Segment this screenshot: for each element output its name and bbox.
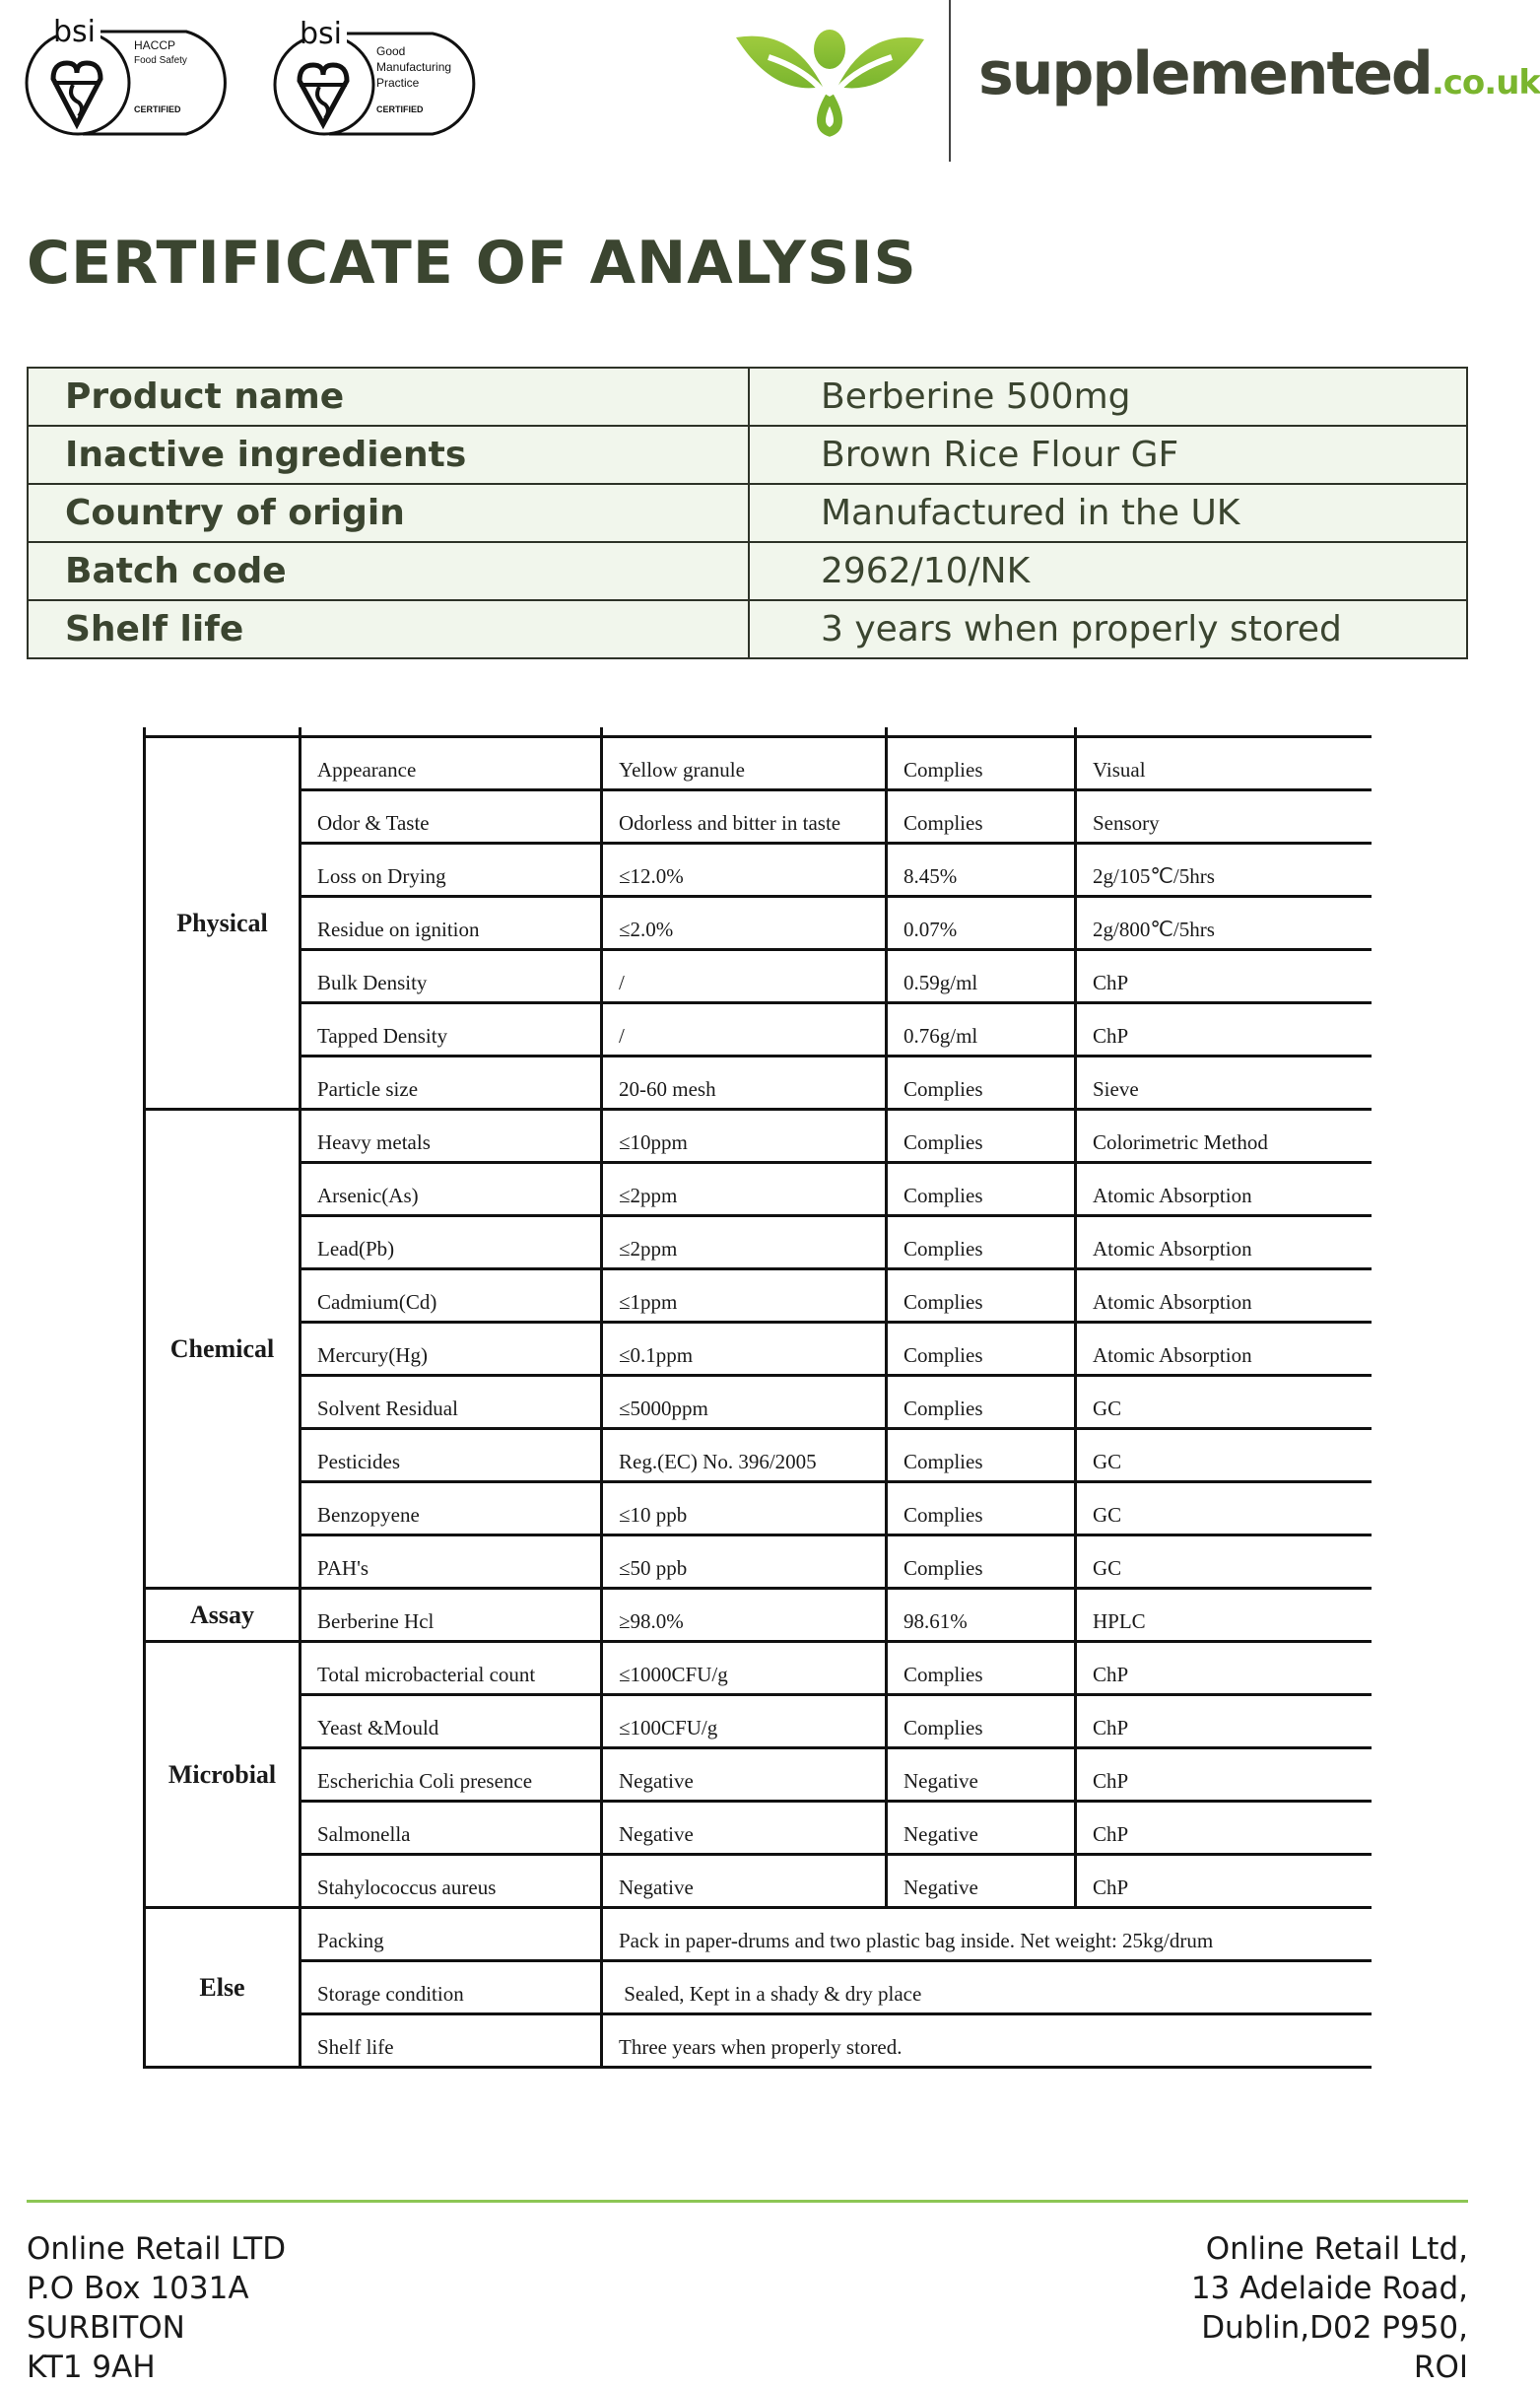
test-method: ChP — [1076, 1802, 1373, 1855]
test-method: Atomic Absorption — [1076, 1216, 1373, 1269]
test-method: ChP — [1076, 1003, 1373, 1057]
spacer-cell — [602, 727, 887, 737]
test-method: HPLC — [1076, 1589, 1373, 1642]
logo-divider — [949, 0, 951, 162]
test-result: Complies — [887, 1216, 1076, 1269]
test-result: Complies — [887, 1429, 1076, 1482]
test-item: Solvent Residual — [301, 1376, 602, 1429]
brand-name: supplemented — [978, 39, 1432, 108]
test-method: ChP — [1076, 1855, 1373, 1908]
test-result: Complies — [887, 1163, 1076, 1216]
badge-status: CERTIFIED — [376, 104, 424, 114]
uk-address — [27, 2229, 286, 2387]
analysis-category: Else — [145, 1908, 301, 2068]
test-specification: / — [602, 950, 887, 1003]
test-item: Lead(Pb) — [301, 1216, 602, 1269]
address-line: SURBITON — [27, 2310, 185, 2346]
test-specification: 20-60 mesh — [602, 1057, 887, 1110]
analysis-table — [143, 727, 1372, 2069]
product-info-row — [28, 484, 1467, 542]
test-item: Odor & Taste — [301, 790, 602, 844]
test-result: Complies — [887, 790, 1076, 844]
test-item: Tapped Density — [301, 1003, 602, 1057]
test-item: Salmonella — [301, 1802, 602, 1855]
product-info-label: Product name — [28, 368, 749, 426]
test-item: Particle size — [301, 1057, 602, 1110]
product-info-value: 2962/10/NK — [749, 542, 1467, 600]
test-method: GC — [1076, 1376, 1373, 1429]
test-specification: ≤5000ppm — [602, 1376, 887, 1429]
badge-line3: Practice — [376, 76, 420, 90]
test-method: ChP — [1076, 950, 1373, 1003]
test-specification: Negative — [602, 1855, 887, 1908]
address-line: ROI — [1413, 2350, 1468, 2385]
test-specification: ≥98.0% — [602, 1589, 887, 1642]
test-method: ChP — [1076, 1695, 1373, 1748]
test-specification: ≤1000CFU/g — [602, 1642, 887, 1695]
test-method: Sensory — [1076, 790, 1373, 844]
badge-line2: Manufacturing — [376, 60, 452, 74]
test-method: Visual — [1076, 737, 1373, 790]
test-method: GC — [1076, 1535, 1373, 1589]
analysis-category: Physical — [145, 737, 301, 1110]
test-method: Sieve — [1076, 1057, 1373, 1110]
address-line: Online Retail Ltd, — [1205, 2231, 1468, 2267]
test-note: Pack in paper-drums and two plastic bag inside. Net weight: 25kg/drum — [602, 1908, 1373, 1961]
analysis-category: Microbial — [145, 1642, 301, 1908]
test-result: Complies — [887, 1482, 1076, 1535]
test-item: Cadmium(Cd) — [301, 1269, 602, 1323]
analysis-row — [145, 1642, 1373, 1695]
test-specification: ≤1ppm — [602, 1269, 887, 1323]
analysis-header-spacer-row — [145, 727, 1373, 737]
test-result: Complies — [887, 1695, 1076, 1748]
test-specification: ≤2.0% — [602, 897, 887, 950]
analysis-row — [145, 1110, 1373, 1163]
test-result: Complies — [887, 1269, 1076, 1323]
test-method: Atomic Absorption — [1076, 1323, 1373, 1376]
test-result: 0.07% — [887, 897, 1076, 950]
product-info-value: 3 years when properly stored — [749, 600, 1467, 658]
address-line: Online Retail LTD — [27, 2231, 287, 2267]
test-item: Appearance — [301, 737, 602, 790]
test-result: 98.61% — [887, 1589, 1076, 1642]
analysis-row — [145, 1003, 1373, 1057]
product-info-value: Brown Rice Flour GF — [749, 426, 1467, 484]
test-specification: ≤0.1ppm — [602, 1323, 887, 1376]
test-method: Atomic Absorption — [1076, 1163, 1373, 1216]
test-item: Bulk Density — [301, 950, 602, 1003]
product-info-label: Shelf life — [28, 600, 749, 658]
test-specification: ≤10ppm — [602, 1110, 887, 1163]
spacer-cell — [887, 727, 1076, 737]
product-info-label: Country of origin — [28, 484, 749, 542]
test-item: Residue on ignition — [301, 897, 602, 950]
test-item: Arsenic(As) — [301, 1163, 602, 1216]
analysis-row — [145, 2014, 1373, 2068]
test-item: PAH's — [301, 1535, 602, 1589]
leaf-person-logo-icon — [734, 28, 926, 136]
analysis-row — [145, 1163, 1373, 1216]
test-item: Shelf life — [301, 2014, 602, 2068]
test-method: Colorimetric Method — [1076, 1110, 1373, 1163]
bsi-haccp-badge — [24, 15, 245, 136]
test-item: Loss on Drying — [301, 844, 602, 897]
analysis-row — [145, 1855, 1373, 1908]
spacer-cell — [145, 727, 301, 737]
product-info-value: Berberine 500mg — [749, 368, 1467, 426]
analysis-row — [145, 1535, 1373, 1589]
badge-brand: bsi — [300, 17, 343, 51]
product-info-row — [28, 542, 1467, 600]
test-item: Mercury(Hg) — [301, 1323, 602, 1376]
test-note: Three years when properly stored. — [602, 2014, 1373, 2068]
test-method: ChP — [1076, 1748, 1373, 1802]
test-specification: ≤50 ppb — [602, 1535, 887, 1589]
product-info-label: Inactive ingredients — [28, 426, 749, 484]
badge-line1: Good — [376, 44, 406, 58]
analysis-row — [145, 790, 1373, 844]
test-method: GC — [1076, 1482, 1373, 1535]
test-specification: ≤100CFU/g — [602, 1695, 887, 1748]
test-item: Berberine Hcl — [301, 1589, 602, 1642]
product-info-table — [27, 367, 1468, 659]
test-result: Complies — [887, 1110, 1076, 1163]
analysis-row — [145, 1269, 1373, 1323]
test-result: Negative — [887, 1855, 1076, 1908]
test-specification: ≤12.0% — [602, 844, 887, 897]
test-method: Atomic Absorption — [1076, 1269, 1373, 1323]
test-item: Escherichia Coli presence — [301, 1748, 602, 1802]
spacer-cell — [1076, 727, 1373, 737]
badge-status: CERTIFIED — [134, 104, 181, 114]
analysis-row — [145, 1376, 1373, 1429]
test-specification: Negative — [602, 1802, 887, 1855]
test-result: Complies — [887, 737, 1076, 790]
test-item: Heavy metals — [301, 1110, 602, 1163]
test-result: Negative — [887, 1802, 1076, 1855]
analysis-row — [145, 844, 1373, 897]
analysis-row — [145, 1695, 1373, 1748]
analysis-row — [145, 1323, 1373, 1376]
analysis-category: Chemical — [145, 1110, 301, 1589]
spacer-cell — [301, 727, 602, 737]
analysis-row — [145, 1802, 1373, 1855]
product-info-value: Manufactured in the UK — [749, 484, 1467, 542]
test-specification: Yellow granule — [602, 737, 887, 790]
test-specification: Reg.(EC) No. 396/2005 — [602, 1429, 887, 1482]
test-item: Pesticides — [301, 1429, 602, 1482]
ireland-address — [1191, 2229, 1468, 2387]
test-method: GC — [1076, 1429, 1373, 1482]
footer-divider — [27, 2200, 1468, 2203]
test-result: Complies — [887, 1535, 1076, 1589]
test-specification: ≤2ppm — [602, 1216, 887, 1269]
badge-line2: Food Safety — [134, 55, 187, 66]
test-item: Storage condition — [301, 1961, 602, 2014]
brand-logo-text — [978, 39, 1540, 108]
analysis-row — [145, 1961, 1373, 2014]
analysis-row — [145, 737, 1373, 790]
analysis-row — [145, 1589, 1373, 1642]
analysis-row — [145, 1216, 1373, 1269]
product-info-label: Batch code — [28, 542, 749, 600]
badge-line1: HACCP — [134, 38, 176, 52]
address-line: Dublin,D02 P950, — [1201, 2310, 1468, 2346]
test-result: Complies — [887, 1376, 1076, 1429]
test-specification: Negative — [602, 1748, 887, 1802]
test-method: 2g/800℃/5hrs — [1076, 897, 1373, 950]
test-method: ChP — [1076, 1642, 1373, 1695]
address-line: P.O Box 1031A — [27, 2271, 249, 2306]
product-info-row — [28, 600, 1467, 658]
test-result: 0.76g/ml — [887, 1003, 1076, 1057]
badge-brand: bsi — [53, 15, 97, 49]
test-result: 8.45% — [887, 844, 1076, 897]
test-item: Benzopyene — [301, 1482, 602, 1535]
test-result: Complies — [887, 1323, 1076, 1376]
page-title: CERTIFICATE OF ANALYSIS — [27, 229, 917, 298]
test-item: Total microbacterial count — [301, 1642, 602, 1695]
test-result: Complies — [887, 1057, 1076, 1110]
test-specification: ≤10 ppb — [602, 1482, 887, 1535]
test-result: Complies — [887, 1642, 1076, 1695]
bsi-gmp-badge — [270, 17, 492, 136]
analysis-row — [145, 1057, 1373, 1110]
test-method: 2g/105℃/5hrs — [1076, 844, 1373, 897]
analysis-row — [145, 897, 1373, 950]
test-item: Stahylococcus aureus — [301, 1855, 602, 1908]
test-result: Negative — [887, 1748, 1076, 1802]
test-specification: Odorless and bitter in taste — [602, 790, 887, 844]
test-item: Packing — [301, 1908, 602, 1961]
address-line: 13 Adelaide Road, — [1190, 2271, 1468, 2306]
analysis-row — [145, 1482, 1373, 1535]
analysis-row — [145, 1429, 1373, 1482]
product-info-row — [28, 368, 1467, 426]
test-item: Yeast &Mould — [301, 1695, 602, 1748]
analysis-category: Assay — [145, 1589, 301, 1642]
test-note: Sealed, Kept in a shady & dry place — [602, 1961, 1373, 2014]
brand-tld: .co.uk — [1431, 63, 1540, 102]
analysis-row — [145, 1748, 1373, 1802]
analysis-row — [145, 1908, 1373, 1961]
test-specification: ≤2ppm — [602, 1163, 887, 1216]
test-specification: / — [602, 1003, 887, 1057]
analysis-row — [145, 950, 1373, 1003]
test-result: 0.59g/ml — [887, 950, 1076, 1003]
address-line: KT1 9AH — [27, 2350, 156, 2385]
product-info-row — [28, 426, 1467, 484]
